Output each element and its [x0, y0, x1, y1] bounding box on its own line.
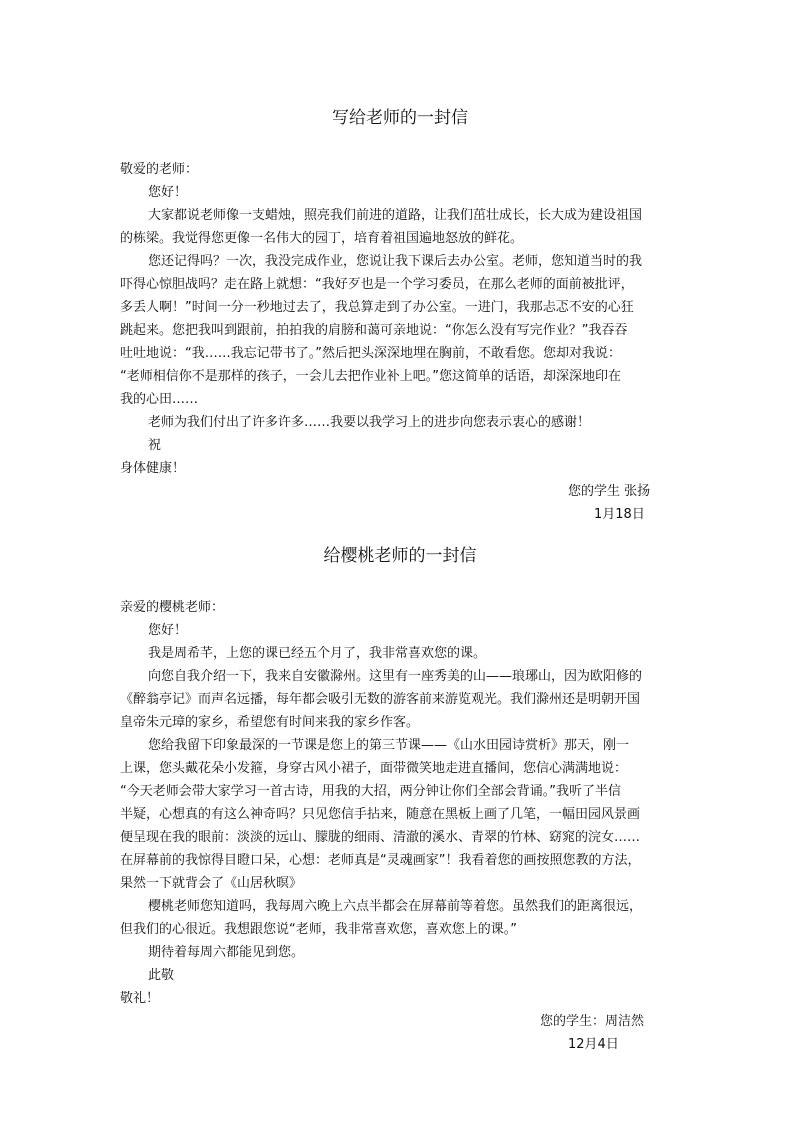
body-line: 樱桃老师您知道吗，我每周六晚上六点半都会在屏幕前等着您。虽然我们的距离很远，	[148, 899, 643, 914]
body-line: 大家都说老师像一支蜡烛，照亮我们前进的道路，让我们茁壮成长，长大成为建设祖国	[148, 208, 643, 223]
body-line: 我是周希芊，上您的课已经五个月了，我非常喜欢您的课。	[148, 646, 487, 661]
body-line: 吓得心惊胆战吗？走在路上就想：“我好歹也是一个学习委员，在那么老师的面前被批评，	[120, 277, 634, 292]
letter-title: 给樱桃老师的一封信	[323, 546, 477, 566]
body-line: 跳起来。您把我叫到跟前，拍拍我的肩膀和蔼可亲地说：“你怎么没有写完作业？”我吞吞	[120, 323, 628, 338]
letter-title: 写给老师的一封信	[332, 108, 468, 128]
date: 1月18日	[594, 507, 645, 522]
salutation: 敬爱的老师：	[120, 162, 199, 177]
closing-wish-body: 身体健康！	[120, 461, 186, 476]
salutation: 亲爱的樱桃老师：	[120, 600, 225, 615]
body-line: 但我们的心很近。我想跟您说“老师，我非常喜欢您，喜欢您上的课。”	[120, 922, 517, 937]
body-line: 《醉翁亭记》而声名远播，每年都会吸引无数的游客前来游览观光。我们滁州还是明朝开国	[120, 692, 641, 707]
letter-to-teacher	[120, 106, 680, 526]
signature: 您的学生：周洁然	[540, 1014, 645, 1029]
body-line: 果然一下就背会了《山居秋暝》	[120, 876, 303, 891]
body-line: 皇帝朱元璋的家乡，希望您有时间来我的家乡作客。	[120, 715, 420, 730]
closing-wish: 祝	[148, 438, 162, 453]
date: 12月4日	[568, 1037, 619, 1052]
body-line: 便呈现在我的眼前：淡淡的远山、朦胧的细雨、清澈的溪水、青翠的竹林、窈窕的浣女……	[120, 830, 641, 845]
body-line: 您给我留下印象最深的一节课是您上的第三节课——《山水田园诗赏析》那天，刚一	[148, 738, 630, 753]
greeting: 您好！	[148, 185, 188, 200]
body-line: 上课，您头戴花朵小发箍，身穿古风小裙子，面带微笑地走进直播间，您信心满满地说：	[120, 761, 628, 776]
signature: 您的学生 张扬	[568, 484, 651, 499]
closing-phrase: 此敬	[148, 968, 175, 983]
body-line: “今天老师会带大家学习一首古诗，用我的大招，两分钟让你们全部会背诵。”我听了半信	[120, 784, 621, 799]
body-line: 您还记得吗？一次，我没完成作业，您说让我下课后去办公室。老师，您知道当时的我	[148, 254, 643, 269]
body-line: 我的心田……	[120, 392, 199, 407]
body-line: 吐吐地说：“我……我忘记带书了。”然后把头深深地埋在胸前，不敢看您。您却对我说：	[120, 346, 621, 361]
body-line: 的栋梁。我觉得您更像一名伟大的园丁，培育着祖国遍地怒放的鲜花。	[120, 231, 524, 246]
body-line: 老师为我们付出了许多许多……我要以我学习上的进步向您表示衷心的感谢！	[148, 415, 591, 430]
closing-phrase-body: 敬礼！	[120, 991, 160, 1006]
body-line: “老师相信你不是那样的孩子，一会儿去把作业补上吧。”您这简单的话语，却深深地印在	[120, 369, 621, 384]
body-line: 向您自我介绍一下，我来自安徽滁州。这里有一座秀美的山——琅琊山，因为欧阳修的	[148, 669, 643, 684]
body-line: 期待着每周六都能见到您。	[148, 945, 305, 960]
body-line: 在屏幕前的我惊得目瞪口呆，心想：老师真是“灵魂画家”！我看着您的画按照您教的方法，	[120, 853, 641, 868]
greeting: 您好！	[148, 623, 188, 638]
letter-to-cherry-teacher	[120, 544, 680, 1056]
body-line: 半疑，心想真的有这么神奇吗？只见您信手拈来，随意在黑板上画了几笔，一幅田园风景画	[120, 807, 641, 822]
body-line: 多丢人啊！”时间一分一秒地过去了，我总算走到了办公室。一进门，我那忐忑不安的心狂	[120, 300, 634, 315]
